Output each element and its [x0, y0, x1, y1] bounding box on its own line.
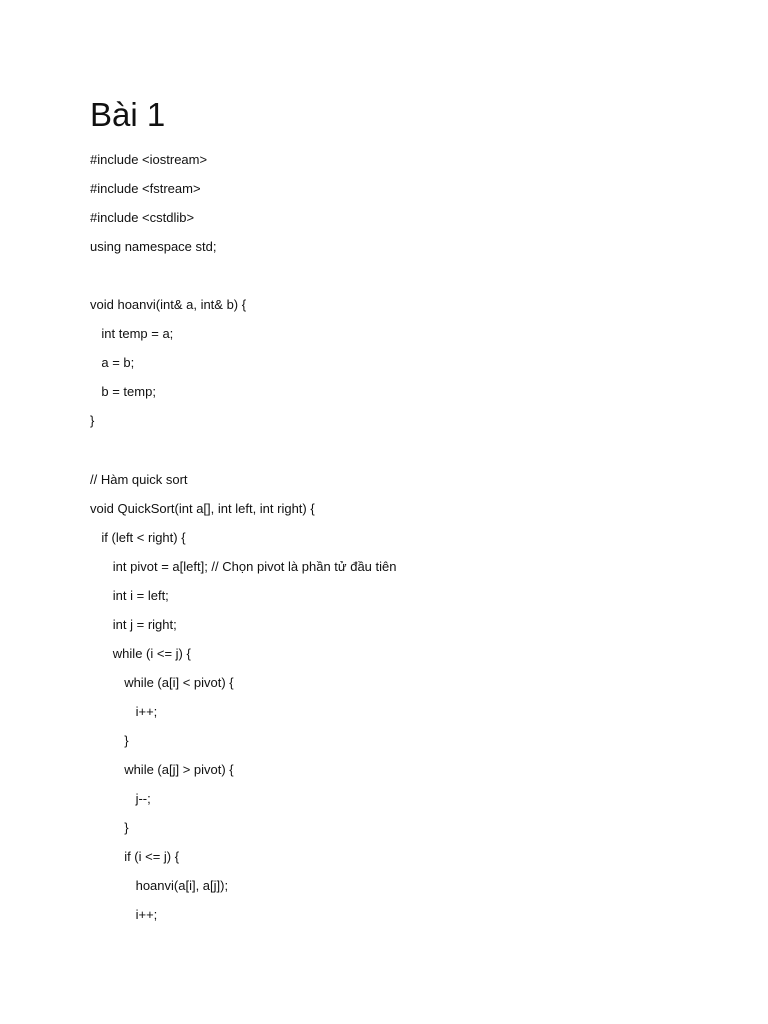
- code-line: i++;: [135, 907, 158, 923]
- code-line: while (a[i] < pivot) {: [124, 674, 234, 690]
- code-line: while (i <= j) {: [112, 645, 191, 661]
- code-line: #include <cstdlib>: [90, 210, 195, 226]
- code-line: }: [124, 733, 129, 748]
- code-line: using namespace std;: [90, 239, 217, 255]
- page-heading: Bài 1: [90, 96, 166, 133]
- code-line: while (a[j] > pivot) {: [124, 762, 234, 778]
- code-line: i++;: [135, 703, 158, 719]
- code-line: int pivot = a[left]; // Chọn pivot là phần tử đầu tiên: [112, 558, 397, 574]
- code-line: }: [90, 413, 95, 429]
- code-line: if (i <= j) {: [124, 849, 180, 865]
- code-line: // Hàm quick sort: [90, 471, 188, 487]
- code-line: #include <fstream>: [90, 181, 201, 197]
- code-line: void QuickSort(int a[], int left, int right) {: [90, 500, 315, 516]
- code-line: a = b;: [101, 355, 135, 371]
- code-line: hoanvi(a[i], a[j]);: [135, 878, 229, 894]
- code-line: int j = right;: [112, 616, 177, 632]
- code-line: int temp = a;: [101, 326, 174, 342]
- code-line: void hoanvi(int& a, int& b) {: [90, 297, 247, 313]
- code-line: j--;: [135, 791, 151, 807]
- code-line: int i = left;: [112, 587, 169, 603]
- code-line: }: [124, 820, 129, 836]
- code-line: b = temp;: [101, 384, 156, 400]
- code-line: #include <iostream>: [90, 152, 208, 167]
- code-line: if (left < right) {: [101, 529, 186, 545]
